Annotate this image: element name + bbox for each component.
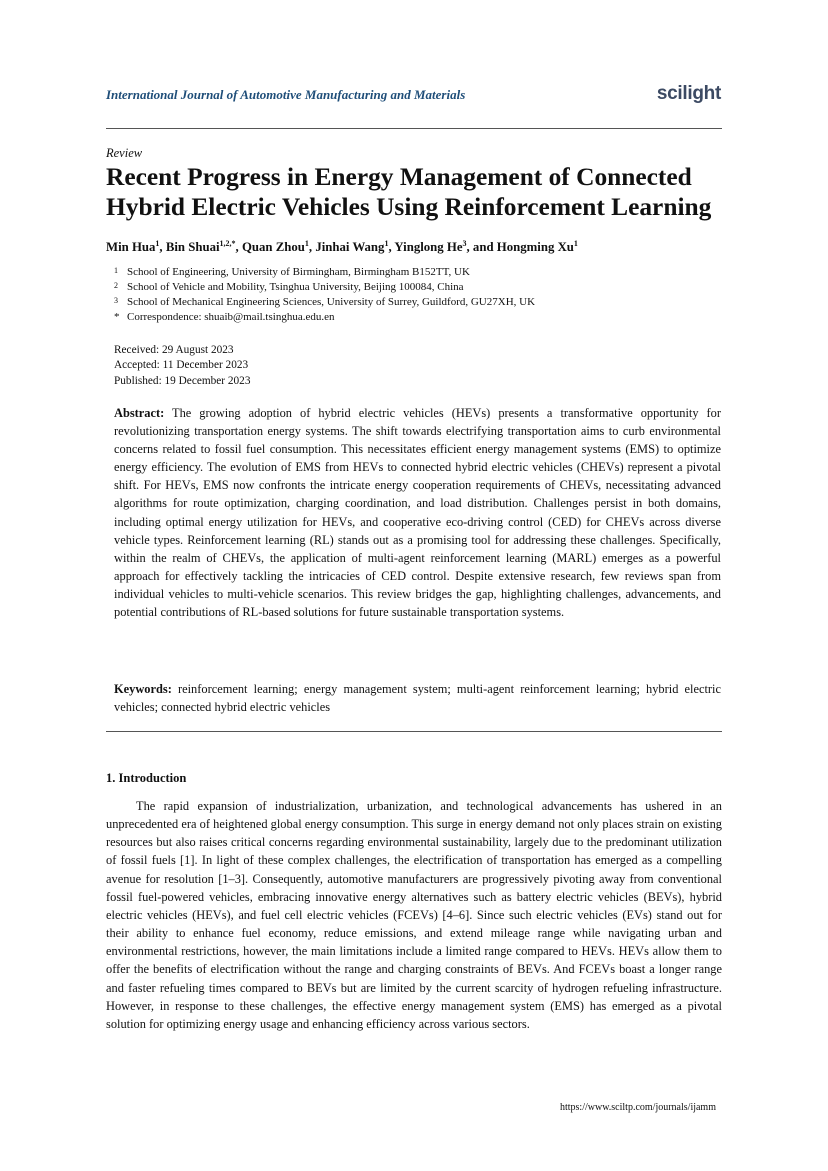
- published-date: Published: 19 December 2023: [114, 374, 251, 387]
- article-dates: [114, 343, 250, 389]
- affiliation-text: School of Engineering, University of Birmingham, Birmingham B152TT, UK: [127, 266, 470, 278]
- affiliation-mark: 2: [114, 281, 118, 290]
- article-title: Recent Progress in Energy Management of Connected Hybrid Electric Vehicles Using Reinforcement Learning: [106, 163, 712, 221]
- correspondence-text[interactable]: Correspondence: shuaib@mail.tsinghua.edu.en: [127, 311, 335, 323]
- affiliation-text: School of Mechanical Engineering Sciences, University of Surrey, Guildford, GU27XH, UK: [127, 296, 536, 308]
- keywords-label: Keywords:: [114, 682, 172, 696]
- correspondence-mark: *: [114, 311, 120, 323]
- author-separator: ,: [388, 240, 395, 254]
- author-separator: ,: [235, 240, 242, 254]
- header-divider: [106, 128, 722, 129]
- author-affiliation-mark: 1: [304, 239, 309, 248]
- keywords-text: reinforcement learning; energy management system; multi-agent reinforcement learning; hybrid electric vehicles; connected hybrid electric vehicles: [114, 682, 721, 715]
- author-separator: ,: [308, 240, 316, 254]
- abstract: [114, 404, 721, 621]
- author-name: Quan Zhou: [241, 240, 305, 254]
- author-affiliation-mark: 1: [573, 239, 578, 248]
- article-type: Review: [106, 146, 143, 160]
- affiliation-item: [114, 280, 714, 295]
- affiliation-mark: 3: [114, 296, 118, 305]
- affiliation-list: [114, 265, 714, 325]
- author-name: Yinglong He: [394, 240, 463, 254]
- author-name: Bin Shuai: [165, 240, 220, 254]
- author-affiliation-mark: 1: [155, 239, 160, 248]
- affiliation-text: School of Vehicle and Mobility, Tsinghua University, Beijing 100084, China: [127, 281, 464, 293]
- section-divider: [106, 731, 722, 732]
- abstract-label: Abstract:: [114, 406, 165, 420]
- author-affiliation-mark: 1: [384, 239, 389, 248]
- author-affiliation-mark: 3: [462, 239, 467, 248]
- keywords: [114, 680, 721, 716]
- abstract-text: The growing adoption of hybrid electric vehicles (HEVs) presents a transformative opportunity for revolutionizing transportation energy systems. The shift towards electrifying transportation aims to curb environmental concerns related to fossil fuel consumption. This necessitates efficient energy management systems (EMS) to optimize energy efficiency. The evolution of EMS from HEVs to connected hybrid electric vehicles (CHEVs) represent a pivotal shift. For HEVs, EMS now confronts the intricate energy cooperation requirements of CHEVs, necessitating advanced algorithms for route optimization, charging coordination, and load distribution. Challenges persist in both domains, including optimal energy utilization for HEVs, and cooperative eco-driving control (CED) for CHEVs across diverse vehicle types. Reinforcement learning (RL) stands out as a promising tool for addressing these challenges. Specifically, within the realm of CHEVs, the application of multi-agent reinforcement learning (MARL) emerges as a powerful approach for effectively tackling the intricacies of CED control. Despite extensive research, few reviews span from individual vehicles to multi-vehicle scenarios. This review bridges the gap, highlighting challenges, advancements, and potential contributions of RL-based solutions for future sustainable transportation systems.: [114, 406, 721, 620]
- author-list: [106, 239, 726, 255]
- correspondence-item: [114, 310, 714, 325]
- body-paragraph: The rapid expansion of industrialization, urbanization, and technological advancements has ushered in an unprecedented era of heightened global energy consumption. This surge in energy demand not only places strain on existing resources but also raises critical concerns regarding environmental sustainability, largely due to the predominant utilization of fossil fuels [1]. In light of these complex challenges, the electrification of transportation has emerged as a compelling avenue for resolution [1–3]. Consequently, automotive manufacturers are progressively pivoting away from conventional fossil fuel-powered vehicles, embracing innovative energy alternatives such as battery electric vehicles (BEVs), hybrid electric vehicles (HEVs), and fuel cell electric vehicles (FCEVs) [4–6]. Since such electric vehicles (EVs) stand out for their ability to enhance fuel economy, reduce emissions, and extend mileage range while navigating urban and environmental restrictions, however, the main limitations include a limited range compared to HEVs. HEVs allow them to offer the benefits of electrification without the range and charging constraints of BEVs. And FCEVs boast a longer range and faster refueling times compared to BEVs but are limited by the current scarcity of hydrogen refueling infrastructure. However, in response to these challenges, the effective energy management system (EMS) has emerged as a pivotal solution for optimizing energy usage and enhancing efficiency across various sectors.: [106, 799, 722, 1031]
- affiliation-item: [114, 295, 714, 310]
- received-date: Received: 29 August 2023: [114, 344, 234, 356]
- affiliation-mark: 1: [114, 266, 118, 275]
- section-heading: 1. Introduction: [106, 771, 187, 785]
- affiliation-item: [114, 265, 714, 280]
- author-affiliation-mark: 1,2,*: [219, 239, 236, 248]
- author-separator: ,: [159, 240, 166, 254]
- footer-url-link[interactable]: https://www.sciltp.com/journals/ijamm: [559, 1102, 716, 1113]
- publisher-logo: scilight: [656, 83, 721, 104]
- author-name: Jinhai Wang: [315, 240, 385, 254]
- author-separator: , and: [466, 240, 497, 254]
- journal-name: International Journal of Automotive Manufacturing and Materials: [106, 87, 466, 102]
- author-name: Hongming Xu: [496, 240, 574, 254]
- accepted-date: Accepted: 11 December 2023: [114, 359, 249, 372]
- author-name: Min Hua: [106, 240, 156, 254]
